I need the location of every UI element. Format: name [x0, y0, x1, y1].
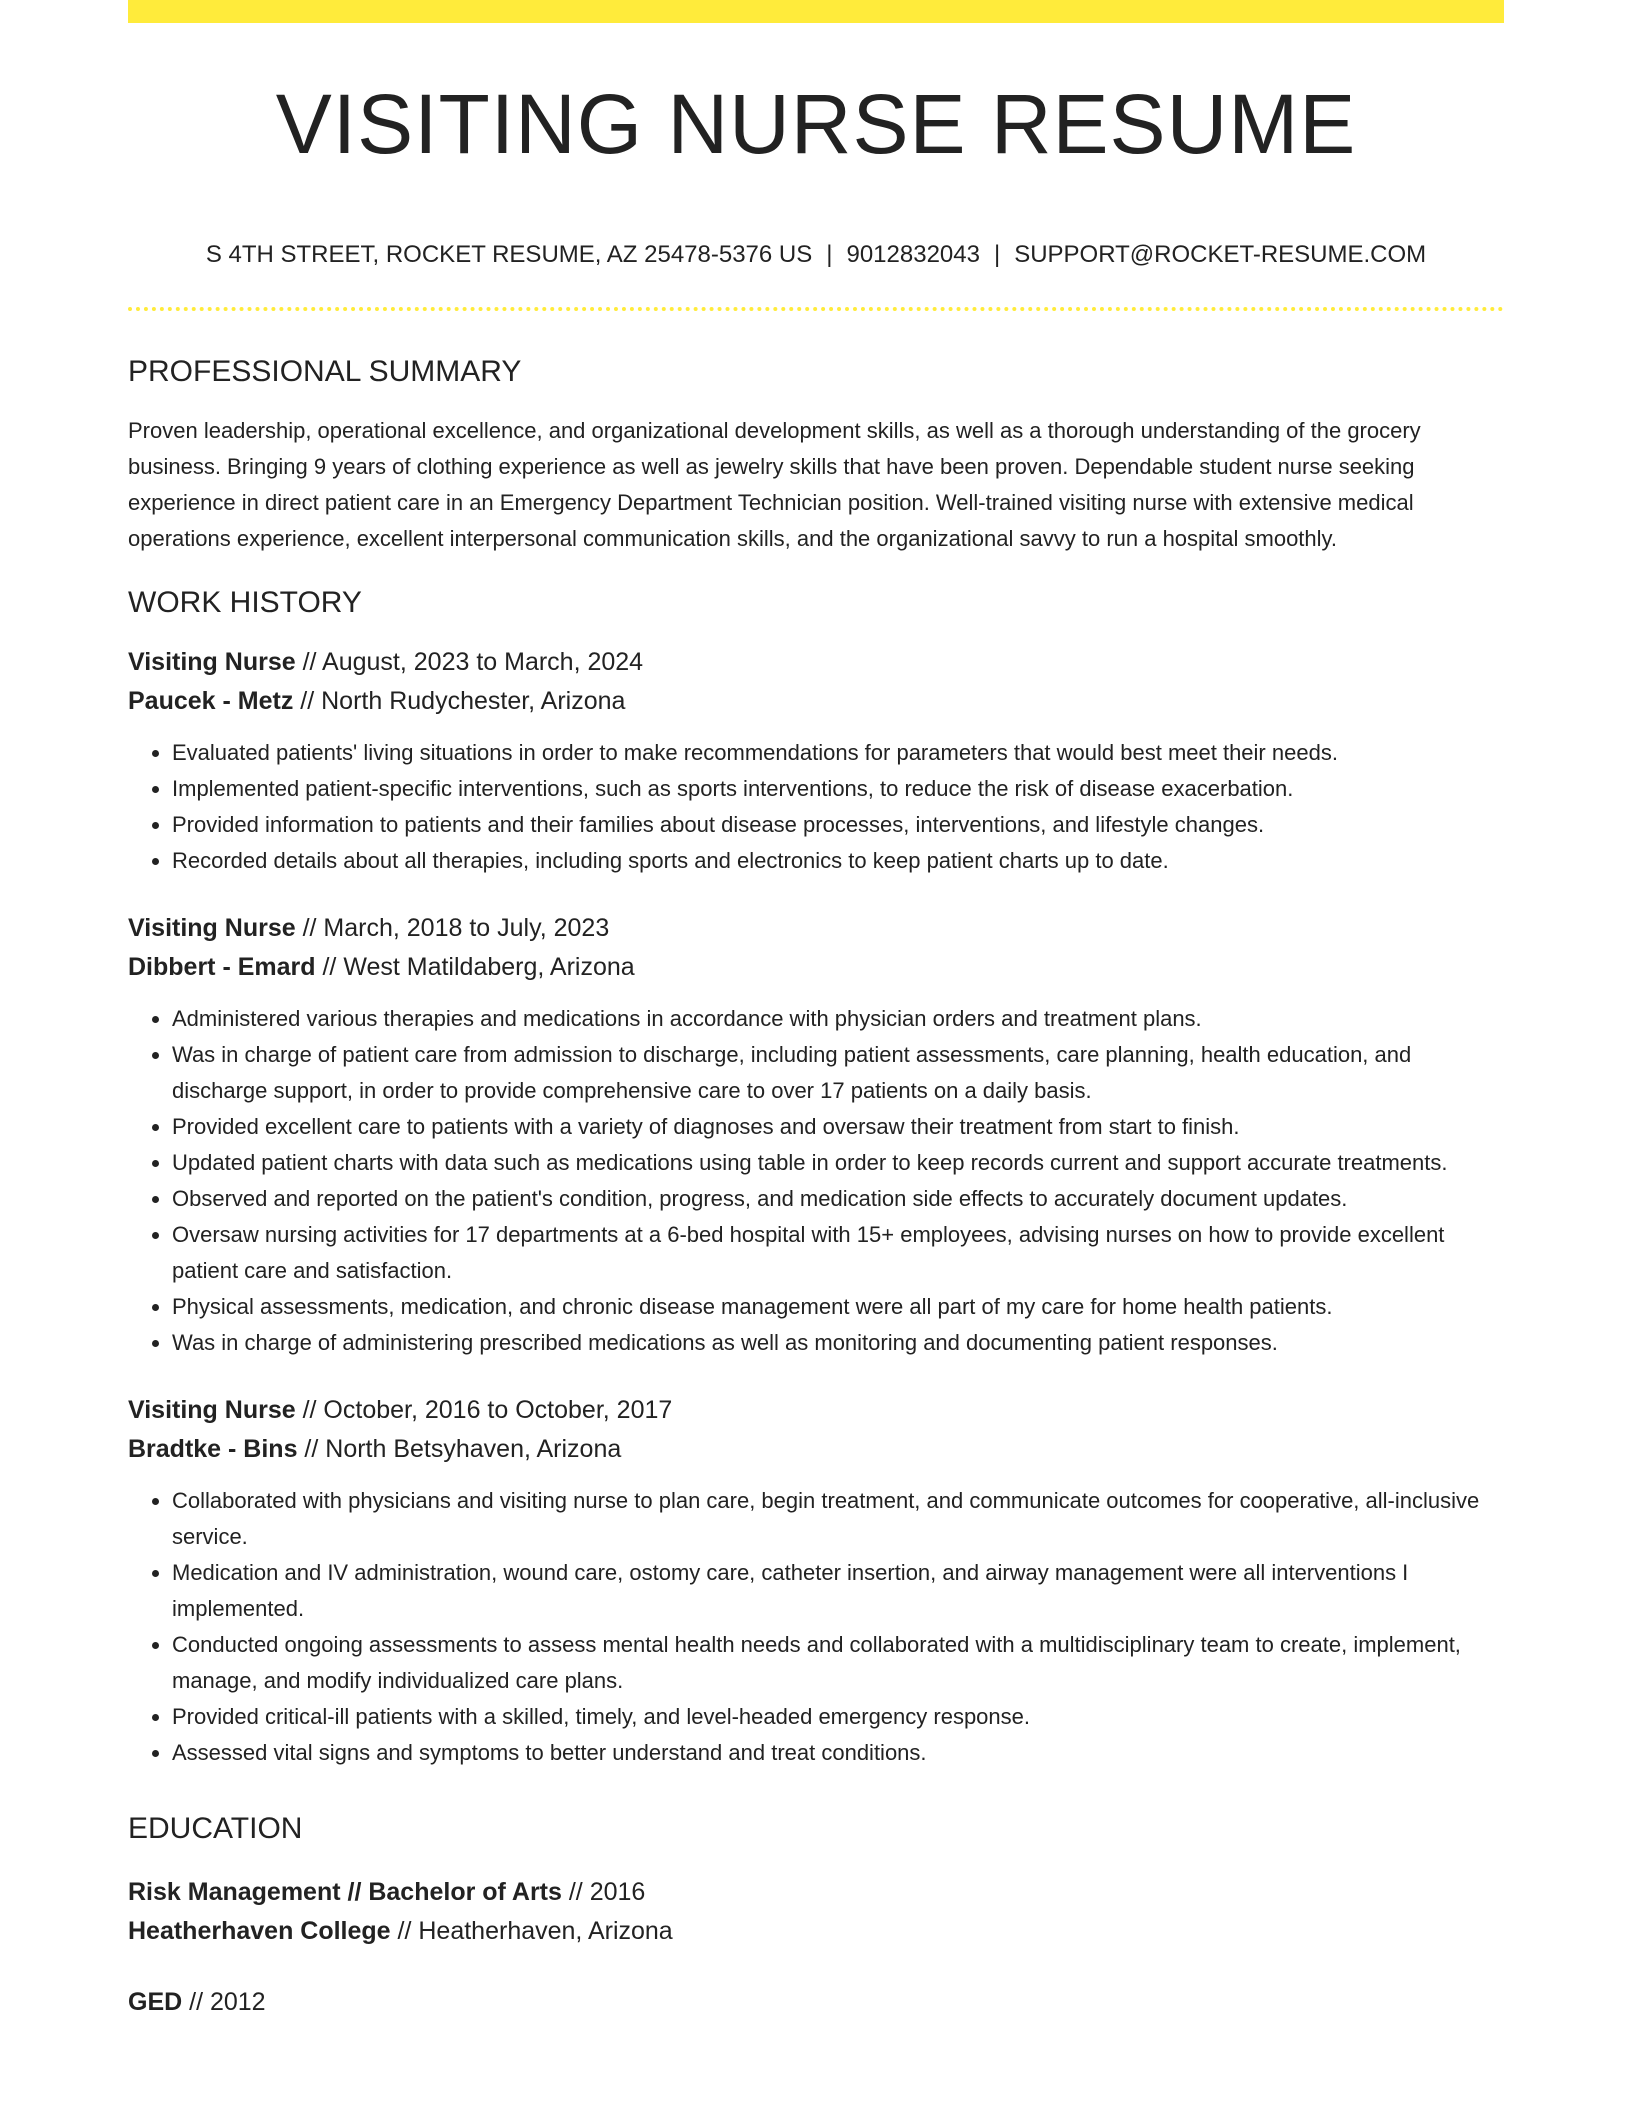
contact-phone: 9012832043: [846, 241, 980, 268]
job-bullet: • Collaborated with physicians and visiting nurse to plan care, begin treatment, and communicate outcomes for cooperative, all-inclusive service.: [172, 1483, 1504, 1555]
job-bullet: • Implemented patient-specific interventions, such as sports interventions, to reduce the risk of disease exacerbation.: [172, 771, 1504, 807]
job-dates: // August, 2023 to March, 2024: [295, 648, 644, 676]
job-bullet: • Medication and IV administration, wound care, ostomy care, catheter insertion, and airway management were all interventions I implemented.: [172, 1555, 1504, 1627]
job-bullet: • Evaluated patients' living situations in order to make recommendations for parameters that would best meet their needs.: [172, 735, 1504, 771]
job-company: Bradtke - Bins: [128, 1435, 298, 1463]
job-title-line: [128, 643, 1504, 682]
job-bullets: [128, 1001, 1504, 1361]
job-entry: [128, 643, 1504, 879]
job-company-line: [128, 1430, 1504, 1469]
job-title: Visiting Nurse: [128, 914, 296, 942]
degree-line: [128, 1873, 1504, 1912]
job-location: // North Rudychester, Arizona: [293, 687, 626, 715]
job-title-line: [128, 909, 1504, 948]
job-bullet: • Oversaw nursing activities for 17 departments at a 6-bed hospital with 15+ employees, advising nurses on how to provide excellent patient care and satisfaction.: [172, 1217, 1504, 1289]
degree-year: // 2016: [561, 1878, 646, 1906]
degree: GED: [128, 1988, 183, 2016]
degree-year: // 2012: [182, 1988, 266, 2016]
job-company: Dibbert - Emard: [128, 953, 316, 981]
job-bullet: • Provided critical-ill patients with a skilled, timely, and level-headed emergency response.: [172, 1699, 1504, 1735]
school-location: // Heatherhaven, Arizona: [390, 1917, 673, 1945]
resume-content: [128, 352, 1504, 2022]
job-bullet: • Administered various therapies and medications in accordance with physician orders and treatment plans.: [172, 1001, 1504, 1037]
job-bullet: • Provided information to patients and their families about disease processes, interventions, and lifestyle changes.: [172, 807, 1504, 843]
degree: Risk Management // Bachelor of Arts: [128, 1878, 562, 1906]
education-section: [128, 1809, 1504, 2022]
job-bullet: • Assessed vital signs and symptoms to better understand and treat conditions.: [172, 1735, 1504, 1771]
resume-title: VISITING NURSE RESUME: [275, 77, 1357, 171]
job-entry: [128, 1391, 1504, 1771]
job-bullet: • Updated patient charts with data such as medications using table in order to keep records current and support accurate treatments.: [172, 1145, 1504, 1181]
job-bullet: • Provided excellent care to patients with a variety of diagnoses and oversaw their treatment from start to finish.: [172, 1109, 1504, 1145]
job-location: // West Matildaberg, Arizona: [315, 953, 635, 981]
professional-summary-section: [128, 352, 1504, 557]
education-entry: [128, 1983, 1504, 2022]
job-title: Visiting Nurse: [128, 648, 296, 676]
summary-text: Proven leadership, operational excellence, and organizational development skills, as well as a thorough understanding of the grocery business. Bringing 9 years of clothing experience as well as jewelry skills that have been proven. Dependable student nurse seeking experience in direct patient care in an Emergency Department Technician position. Well-trained visiting nurse with extensive medical operations experience, excellent interpersonal communication skills, and the organizational savvy to run a hospital smoothly.: [128, 418, 1421, 551]
dotted-divider: [128, 307, 1504, 311]
job-dates: // October, 2016 to October, 2017: [295, 1396, 673, 1424]
job-bullets: [128, 735, 1504, 879]
job-company: Paucek - Metz: [128, 687, 294, 715]
job-location: // North Betsyhaven, Arizona: [297, 1435, 622, 1463]
job-bullets: [128, 1483, 1504, 1771]
job-bullet: • Observed and reported on the patient's condition, progress, and medication side effects to accurately document updates.: [172, 1181, 1504, 1217]
job-company-line: [128, 948, 1504, 987]
job-bullet: • Conducted ongoing assessments to assess mental health needs and collaborated with a multidisciplinary team to create, implement, manage, and modify individualized care plans.: [172, 1627, 1504, 1699]
job-title: Visiting Nurse: [128, 1396, 296, 1424]
contact-email: SUPPORT@ROCKET-RESUME.COM: [1014, 241, 1427, 268]
job-entry: [128, 909, 1504, 1361]
job-dates: // March, 2018 to July, 2023: [295, 914, 610, 942]
school: Heatherhaven College: [128, 1917, 391, 1945]
job-bullet: • Was in charge of patient care from admission to discharge, including patient assessments, care planning, health education, and discharge support, in order to provide comprehensive care to over 17 patients on a daily basis.: [172, 1037, 1504, 1109]
section-heading: EDUCATION: [128, 1812, 303, 1845]
job-bullet: • Physical assessments, medication, and chronic disease management were all part of my care for home health patients.: [172, 1289, 1504, 1325]
contact-separator: |: [993, 241, 1001, 268]
section-heading: PROFESSIONAL SUMMARY: [128, 355, 522, 388]
job-title-line: [128, 1391, 1504, 1430]
section-heading: WORK HISTORY: [128, 586, 362, 619]
degree-line: [128, 1983, 1504, 2022]
education-entry: [128, 1873, 1504, 1951]
work-history-section: [128, 583, 1504, 1771]
job-bullet: • Was in charge of administering prescribed medications as well as monitoring and documenting patient responses.: [172, 1325, 1504, 1361]
school-line: [128, 1912, 1504, 1951]
contact-separator: |: [826, 241, 833, 268]
contact-line: [128, 238, 1504, 272]
job-company-line: [128, 682, 1504, 721]
job-bullet: • Recorded details about all therapies, including sports and electronics to keep patient charts up to date.: [172, 843, 1504, 879]
contact-address: S 4TH STREET, ROCKET RESUME, AZ 25478-5376 US: [205, 241, 813, 268]
accent-top-bar: [128, 0, 1504, 23]
